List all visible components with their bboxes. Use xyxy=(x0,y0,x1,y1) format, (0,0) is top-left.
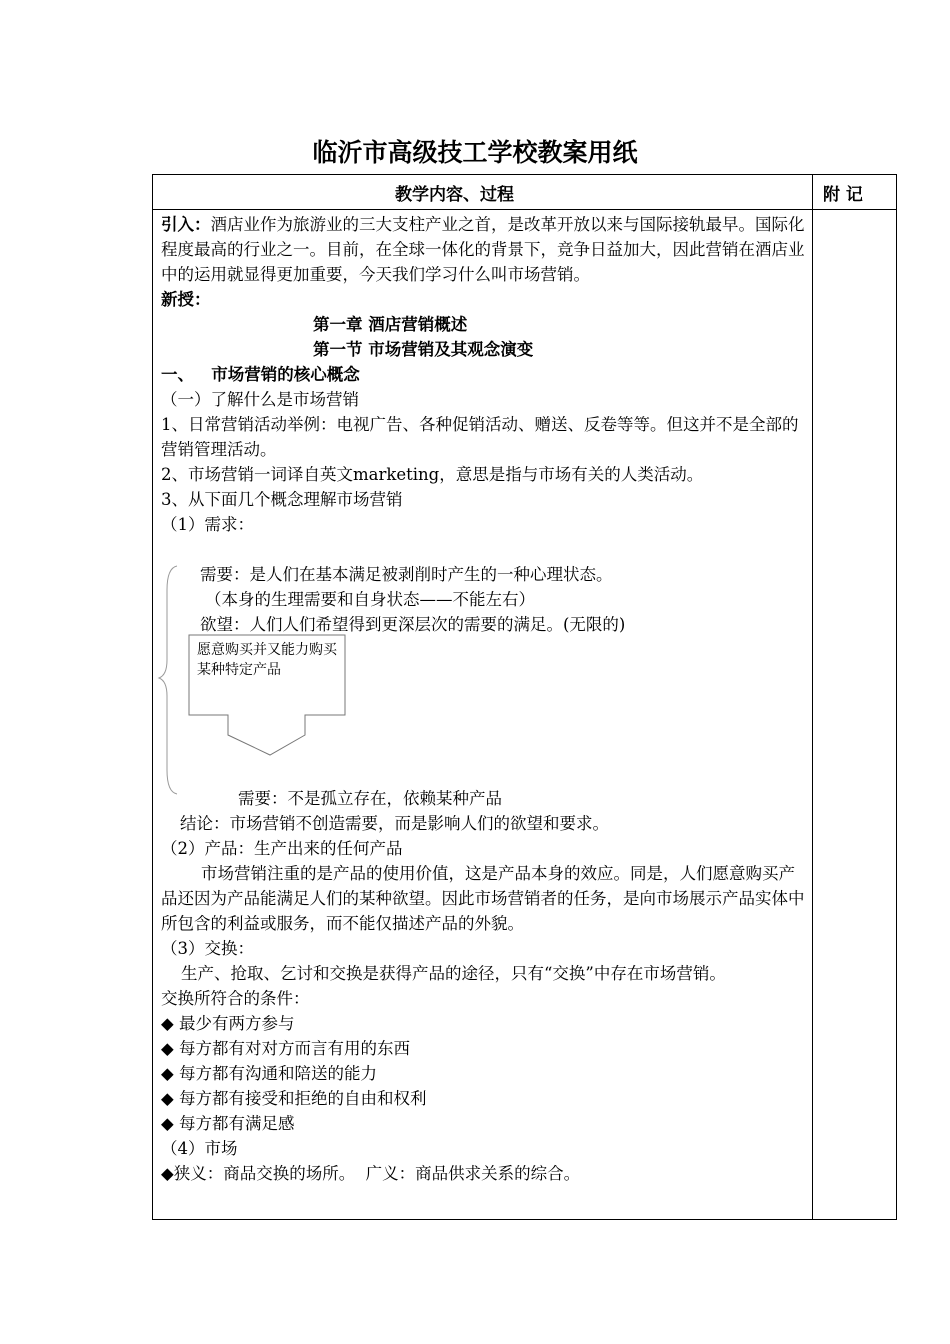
lesson-content xyxy=(161,212,806,537)
exchange-heading: （3）交换： xyxy=(161,939,254,958)
section-heading: 第一节 市场营销及其观念演变 xyxy=(313,340,534,359)
need-definition: 需要：是人们在基本满足被剥削时产生的一种心理状态。 xyxy=(200,565,613,584)
market-heading: （4）市场 xyxy=(161,1139,238,1158)
bullet-icon: ◆ xyxy=(161,1089,174,1108)
need-note: （本身的生理需要和自身状态——不能左右） xyxy=(205,590,535,609)
condition-item: ◆ 每方都有对对方而言有用的东西 xyxy=(161,1039,410,1058)
exchange-text: 生产、抢取、乞讨和交换是获得产品的途径，只有“交换”中存在市场营销。 xyxy=(181,964,726,983)
demand-conclusion: 结论：市场营销不创造需要，而是影响人们的欲望和要求。 xyxy=(180,814,609,833)
bullet-icon: ◆ xyxy=(161,1114,174,1133)
product-heading: （2）产品：生产出来的任何产品 xyxy=(161,839,403,858)
page-title: 临沂市高级技工学校教案用纸 xyxy=(312,138,638,167)
part-heading: 一、 市场营销的核心概念 xyxy=(161,365,360,384)
intro-paragraph xyxy=(161,212,806,287)
condition-item: ◆ 最少有两方参与 xyxy=(161,1014,295,1033)
notes-column-header: 附 记 xyxy=(823,185,863,205)
header-divider xyxy=(152,209,897,210)
column-divider xyxy=(812,174,813,1220)
condition-item: ◆ 每方都有接受和拒绝的自由和权利 xyxy=(161,1089,427,1108)
demand-heading: （1）需求： xyxy=(161,515,254,534)
intro-label: 引入： xyxy=(161,215,211,234)
list-item: 1、日常营销活动举例：电视广告、各种促销活动、赠送、反卷等等。但这并不是全部的营销管理活动。 xyxy=(161,415,799,459)
list-item: 2、市场营销一词译自英文marketing，意思是指与市场有关的人类活动。 xyxy=(161,465,704,484)
demand-box-text: 愿意购买并又能力购买某种特定产品 xyxy=(197,642,337,678)
condition-item: ◆ 每方都有满足感 xyxy=(161,1114,295,1133)
bullet-icon: ◆ xyxy=(161,1014,174,1033)
want-definition: 欲望：人们人们希望得到更深层次的需要的满足。(无限的) xyxy=(200,615,626,634)
need-dependency: 需要：不是孤立存在，依赖某种产品 xyxy=(238,789,502,808)
content-column-header: 教学内容、过程 xyxy=(395,185,514,205)
market-definition: ◆狭义：商品交换的场所。 广义：商品供求关系的综合。 xyxy=(161,1164,581,1183)
lesson-content-continued xyxy=(161,836,806,1186)
intro-text: 酒店业作为旅游业的三大支柱产业之首，是改革开放以来与国际接轨最早。国际化程度最高的行业之一。目前，在全球一体化的背景下，竞争日益加大，因此营销在酒店业中的运用就显得更加重要，今天我们学习什么叫市场营销。 xyxy=(161,215,805,284)
subheading: （一）了解什么是市场营销 xyxy=(161,390,359,409)
brace-shape xyxy=(159,566,177,794)
condition-item: ◆ 每方都有沟通和陪送的能力 xyxy=(161,1064,377,1083)
chapter-heading: 第一章 酒店营销概述 xyxy=(313,315,468,334)
product-text: 市场营销注重的是产品的使用价值，这是产品本身的效应。同是，人们愿意购买产品还因为产品能满足人们的某种欲望。因此市场营销者的任务，是向市场展示产品实体中所包含的利益或服务，而不能仅描述产品的外貌。 xyxy=(161,864,805,933)
bullet-icon: ◆ xyxy=(161,1039,174,1058)
conditions-label: 交换所符合的条件： xyxy=(161,989,310,1008)
bullet-icon: ◆ xyxy=(161,1064,174,1083)
new-lesson-label: 新授： xyxy=(161,290,211,309)
list-item: 3、从下面几个概念理解市场营销 xyxy=(161,490,403,509)
